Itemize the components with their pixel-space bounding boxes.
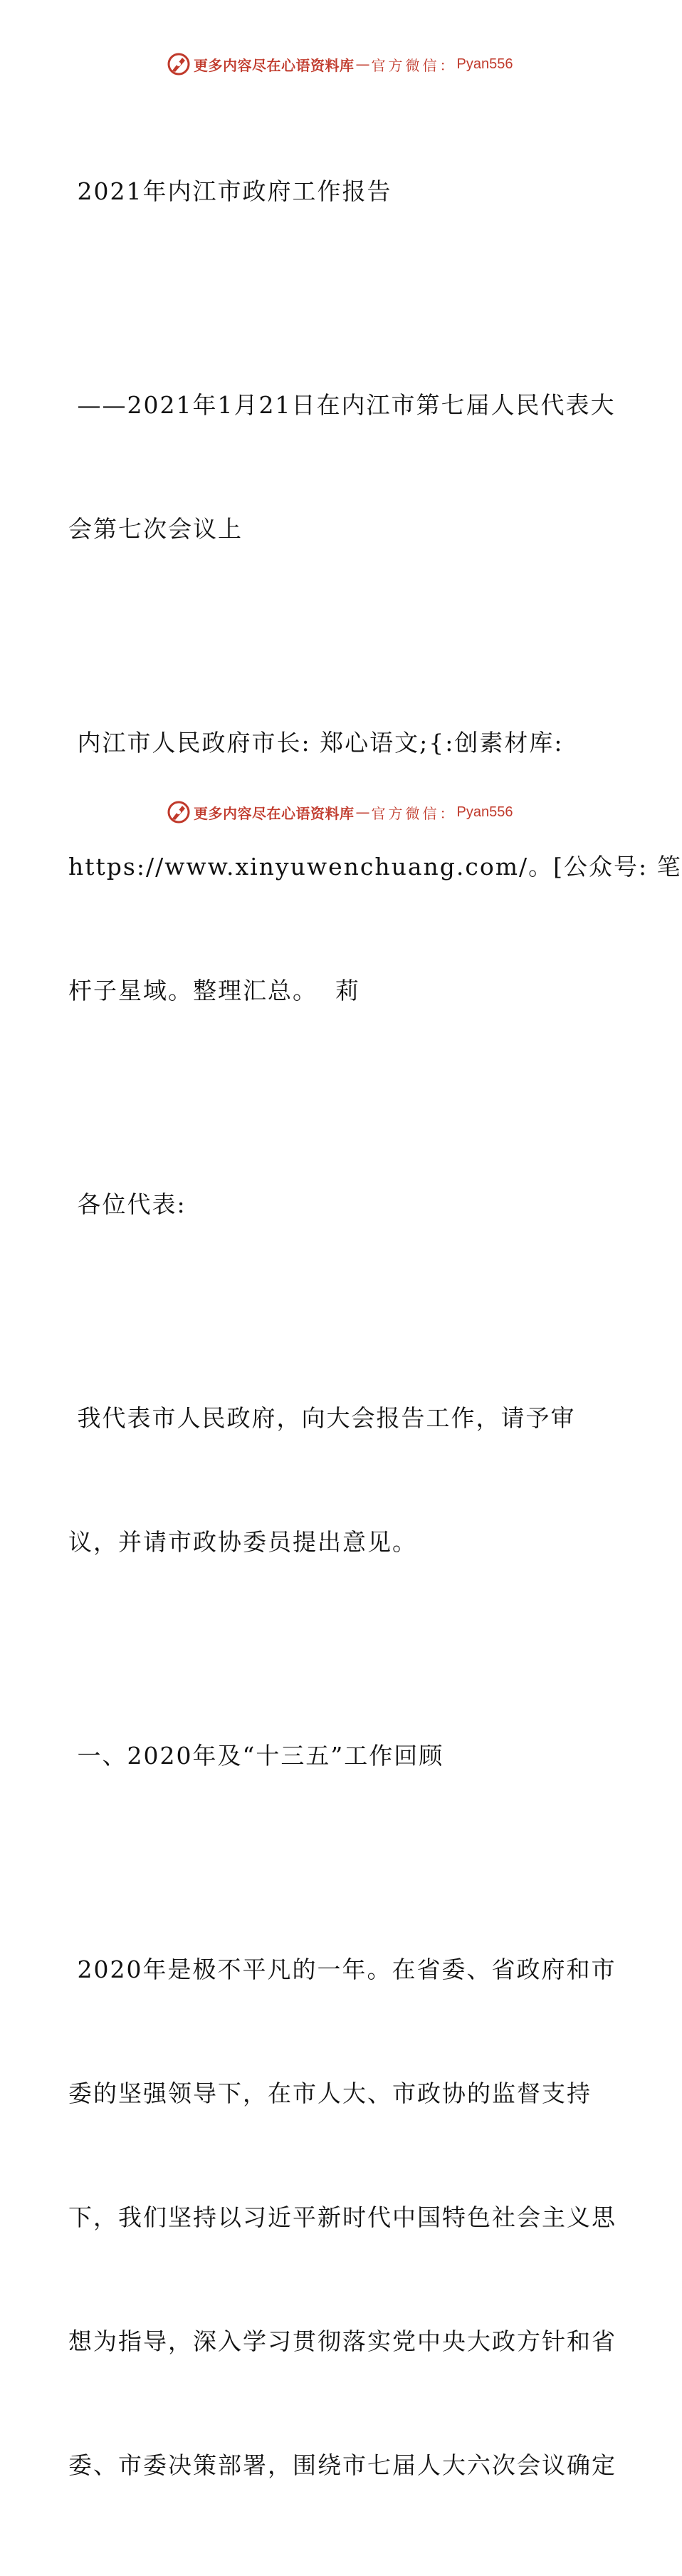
footer-watermark (167, 799, 513, 825)
body-paragraph (68, 1866, 617, 2569)
watermark-dash: — (355, 56, 370, 73)
section-heading-line: 一、2020年及“十三五”工作回顾 (68, 1742, 444, 1770)
document-subtitle (68, 302, 616, 633)
title-line: 2021年内江市政府工作报告 (68, 177, 392, 205)
pen-logo-icon (167, 52, 191, 76)
author-line: https://www.xinyuwenchuang.com/。[公众号: 笔 (68, 853, 682, 881)
pen-logo-icon (167, 800, 191, 824)
greeting (68, 1101, 609, 1308)
watermark-wechat-id: Pyan556 (456, 804, 513, 820)
header-watermark (167, 51, 513, 77)
document-title (68, 88, 609, 295)
greeting-line: 各位代表: (68, 1190, 187, 1218)
body-line: 委、市委决策部署，围绕市七届人大六次会议确定 (68, 2451, 617, 2479)
intro-paragraph (68, 1315, 609, 1646)
subtitle-line: 会第七次会议上 (68, 515, 243, 543)
subtitle-line: ——2021年1月21日在内江市第七届人民代表大 (68, 391, 616, 419)
intro-line: 我代表市人民政府，向大会报告工作，请予审 (68, 1404, 576, 1432)
body-line: 2020年是极不平凡的一年。在省委、省政府和市 (68, 1956, 617, 1983)
watermark-text: 更多内容尽在心语资料库 (194, 56, 355, 74)
body-line: 想为指导，深入学习贯彻落实党中央大政方针和省 (68, 2327, 617, 2355)
author-line: 杆子星域。整理汇总。 莉 (68, 977, 360, 1004)
watermark-wechat-label: 官方微信： (371, 804, 457, 822)
watermark-wechat-label: 官方微信： (371, 56, 457, 74)
document-body (68, 88, 682, 2576)
watermark-dash: — (355, 804, 370, 821)
intro-line: 议，并请市政协委员提出意见。 (68, 1528, 417, 1556)
section-heading (68, 1653, 609, 1859)
body-line: 委的坚强领导下，在市人大、市政协的监督支持 (68, 2079, 592, 2107)
watermark-text: 更多内容尽在心语资料库 (194, 804, 355, 822)
watermark-wechat-id: Pyan556 (456, 56, 513, 72)
body-line: 下，我们坚持以习近平新时代中国特色社会主义思 (68, 2203, 617, 2231)
document-author (68, 640, 682, 1094)
author-line: 内江市人民政府市长: 郑心语文;{:创素材库: (68, 729, 564, 757)
